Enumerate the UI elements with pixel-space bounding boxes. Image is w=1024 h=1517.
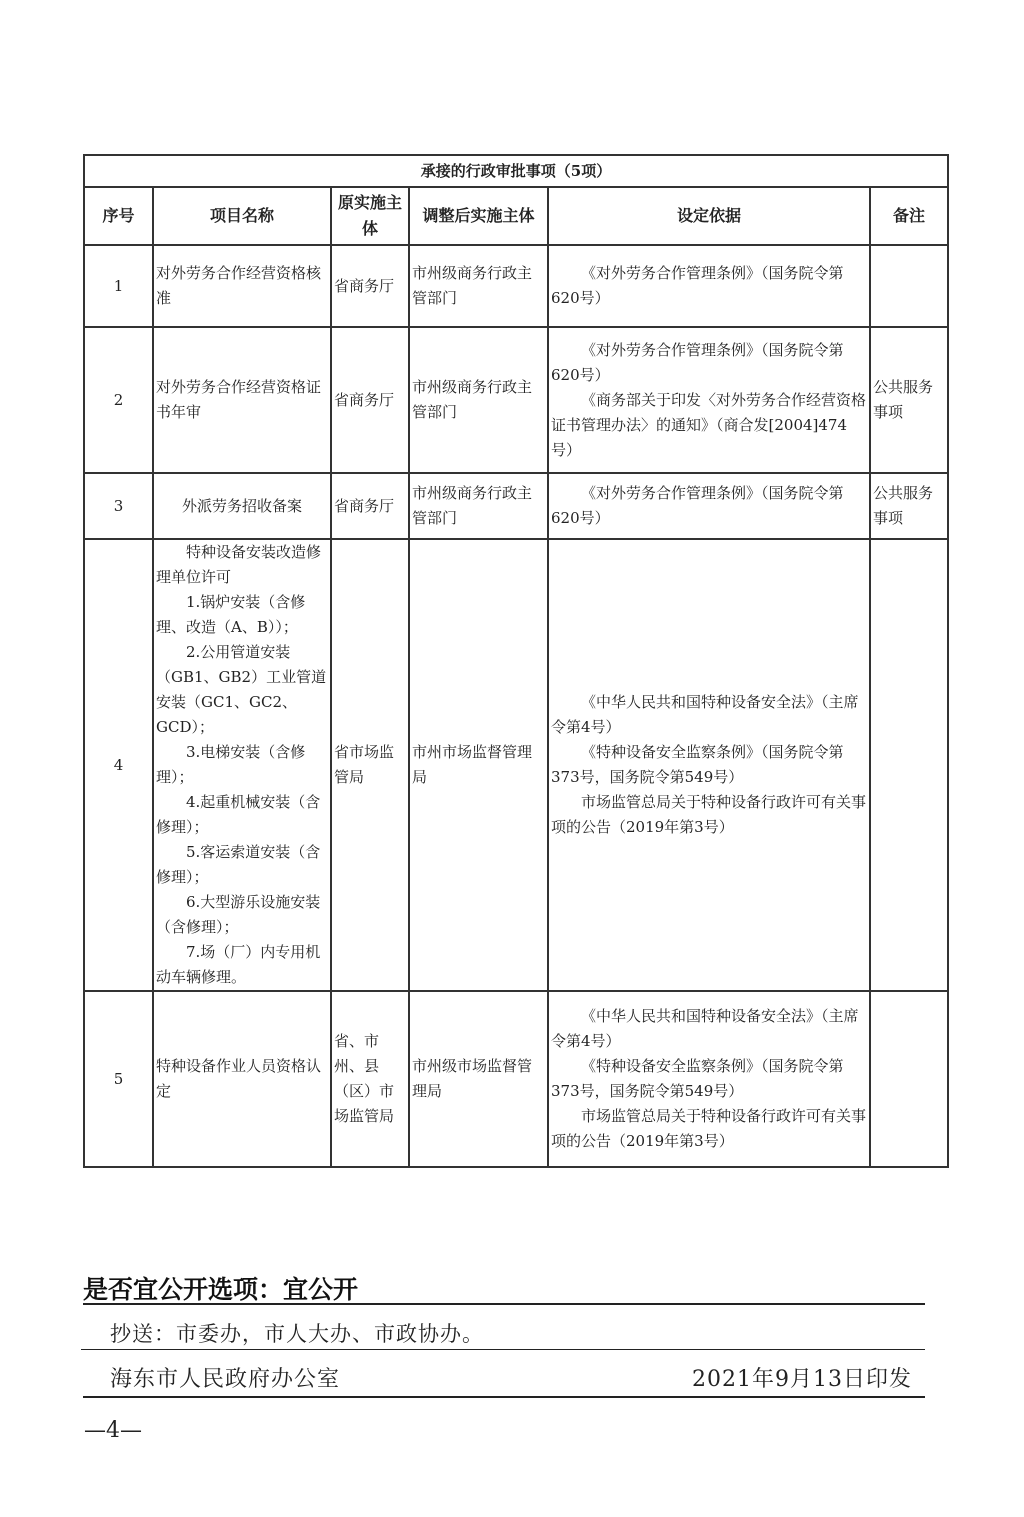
basis-line: 《中华人民共和国特种设备安全法》（主席令第4号） xyxy=(551,1007,859,1050)
cc-recipients: 抄送：市委办，市人大办、市政协办。 xyxy=(110,1322,484,1346)
name-line: 5.客运索道安装（含修理）； xyxy=(156,843,321,886)
header-remark: 备注 xyxy=(870,187,948,245)
row-name xyxy=(153,327,331,473)
row-remark: 公共服务事项 xyxy=(870,473,948,539)
approval-items-table xyxy=(83,154,949,1168)
divider xyxy=(83,1396,925,1398)
row-name xyxy=(153,245,331,327)
table-caption: 承接的行政审批事项（5项） xyxy=(84,155,948,187)
row-remark xyxy=(870,245,948,327)
table-row xyxy=(84,327,948,473)
disclosure-option: 是否宜公开选项：宜公开 xyxy=(83,1275,359,1304)
row-adjusted: 市州市场监督管理局 xyxy=(409,539,548,991)
row-basis xyxy=(548,991,870,1167)
table-row xyxy=(84,991,948,1167)
table-header-row xyxy=(84,187,948,245)
header-original: 原实施主体 xyxy=(331,187,409,245)
row-no: 5 xyxy=(84,991,153,1167)
table-row xyxy=(84,473,948,539)
row-name xyxy=(153,991,331,1167)
row-basis xyxy=(548,245,870,327)
name-line: 3.电梯安装（含修理）； xyxy=(156,743,306,786)
divider xyxy=(83,1303,925,1305)
row-adjusted: 市州级商务行政主管部门 xyxy=(409,245,548,327)
name-line: 特种设备作业人员资格认定 xyxy=(156,1057,322,1100)
row-name xyxy=(153,539,331,991)
row-remark xyxy=(870,991,948,1167)
page-number: —4— xyxy=(84,1418,142,1443)
row-original: 省、市州、县（区）市场监管局 xyxy=(331,991,409,1167)
row-no: 1 xyxy=(84,245,153,327)
row-original: 省市场监管局 xyxy=(331,539,409,991)
table-row xyxy=(84,245,948,327)
basis-line: 《特种设备安全监察条例》（国务院令第373号，国务院令第549号） xyxy=(551,743,844,786)
basis-line: 《对外劳务合作管理条例》（国务院令第620号） xyxy=(551,340,844,384)
row-basis xyxy=(548,473,870,539)
row-no: 2 xyxy=(84,327,153,473)
basis-line: 《商务部关于印发〈对外劳务合作经营资格证书管理办法〉的通知》（商合发[2004]474号） xyxy=(551,390,867,459)
name-line: 对外劳务合作经营资格核准 xyxy=(156,264,322,307)
header-adjusted: 调整后实施主体 xyxy=(409,187,548,245)
issue-date: 2021年9月13日印发 xyxy=(692,1367,912,1392)
row-basis xyxy=(548,327,870,473)
name-line: 4.起重机械安装（含修理）； xyxy=(156,793,321,836)
name-line: 外派劳务招收备案 xyxy=(181,496,302,515)
row-remark xyxy=(870,539,948,991)
row-adjusted: 市州级商务行政主管部门 xyxy=(409,327,548,473)
row-adjusted: 市州级市场监督管理局 xyxy=(409,991,548,1167)
basis-line: 市场监管总局关于特种设备行政许可有关事项的公告（2019年第3号） xyxy=(551,1107,867,1150)
name-line: 2.公用管道安装（GB1、GB2）工业管道安装（GC1、GC2、GCD）； xyxy=(156,643,327,736)
issuing-office: 海东市人民政府办公室 xyxy=(110,1367,341,1392)
basis-line: 市场监管总局关于特种设备行政许可有关事项的公告（2019年第3号） xyxy=(551,793,867,836)
name-line: 6.大型游乐设施安装（含修理）； xyxy=(156,893,321,936)
row-no: 3 xyxy=(84,473,153,539)
row-original: 省商务厅 xyxy=(331,245,409,327)
basis-line: 《特种设备安全监察条例》（国务院令第373号，国务院令第549号） xyxy=(551,1057,844,1100)
name-line: 对外劳务合作经营资格证书年审 xyxy=(156,378,322,421)
divider xyxy=(81,1349,925,1350)
row-no: 4 xyxy=(84,539,153,991)
row-original: 省商务厅 xyxy=(331,327,409,473)
basis-line: 《对外劳务合作管理条例》（国务院令第620号） xyxy=(551,484,844,527)
header-no: 序号 xyxy=(84,187,153,245)
row-original: 省商务厅 xyxy=(331,473,409,539)
row-remark: 公共服务事项 xyxy=(870,327,948,473)
name-line: 7.场（厂）内专用机动车辆修理。 xyxy=(156,943,321,986)
table-row xyxy=(84,539,948,991)
basis-line: 《对外劳务合作管理条例》（国务院令第620号） xyxy=(551,264,844,307)
row-basis xyxy=(548,539,870,991)
header-name: 项目名称 xyxy=(153,187,331,245)
row-adjusted: 市州级商务行政主管部门 xyxy=(409,473,548,539)
basis-line: 《中华人民共和国特种设备安全法》（主席令第4号） xyxy=(551,693,859,736)
row-name xyxy=(153,473,331,539)
name-line: 特种设备安装改造修理单位许可 xyxy=(156,543,322,586)
header-basis: 设定依据 xyxy=(548,187,870,245)
name-line: 1.锅炉安装（含修理、改造（A、B））； xyxy=(156,593,306,636)
